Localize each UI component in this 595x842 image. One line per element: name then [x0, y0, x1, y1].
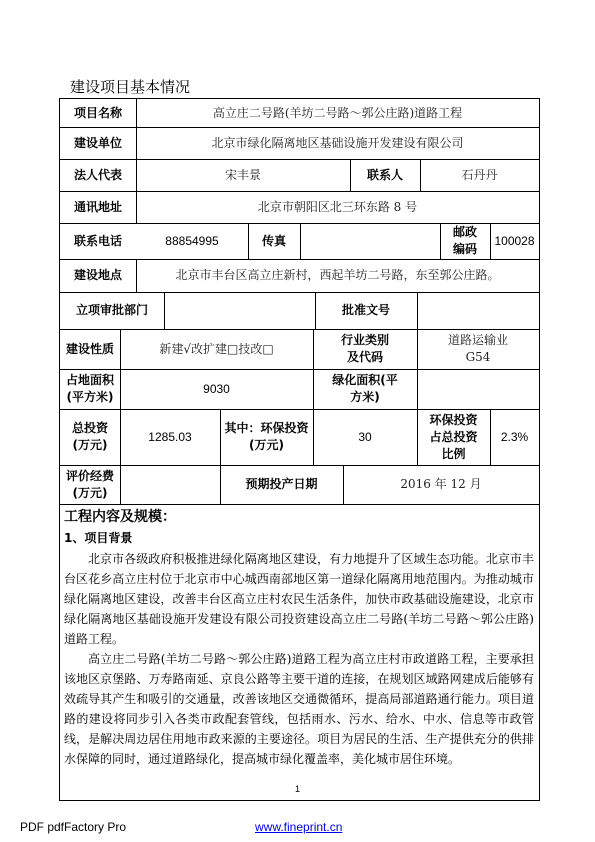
green-area-label: 绿化面积(平方米)	[332, 373, 398, 404]
env-invest-value: 30	[358, 429, 372, 444]
builder-label: 建设单位	[73, 135, 122, 150]
nature-value: 新建√改扩建□技改□	[159, 341, 274, 356]
env-ratio-label: 环保投资占总投资比例	[429, 412, 478, 461]
footer-link[interactable]: www.fineprint.cn	[255, 820, 343, 834]
zip-label: 邮政编码	[452, 225, 477, 256]
legal-rep-value: 宋丰景	[224, 167, 261, 182]
legal-rep-label: 法人代表	[73, 167, 122, 182]
eval-fee-value	[120, 465, 220, 504]
builder-value: 北京市绿化隔离地区基础设施开发建设有限公司	[211, 135, 464, 150]
section-title: 工程内容及规模：	[64, 509, 176, 525]
phone-label: 联系电话	[73, 233, 122, 248]
industry-label: 行业类别及代码	[340, 333, 389, 364]
footer-pdf-label: PDF pdfFactory Pro	[20, 820, 127, 834]
industry-value: 道路运输业 G54	[447, 333, 508, 364]
fax-value	[300, 223, 440, 259]
approval-doc-value	[417, 292, 539, 329]
area-label: 占地面积(平方米)	[65, 373, 114, 404]
address-label: 通讯地址	[73, 199, 122, 214]
approval-dept-value	[164, 292, 315, 329]
total-invest-value: 1285.03	[148, 429, 192, 444]
project-info-form	[59, 98, 540, 801]
total-invest-label: 总投资(万元)	[71, 421, 108, 452]
phone-value: 88854995	[165, 233, 219, 248]
address-value: 北京市朝阳区北三环东路 8 号	[257, 199, 418, 214]
production-date-value: 2016 年 12 月	[400, 477, 482, 491]
approval-doc-label: 批准文号	[341, 303, 390, 317]
project-name-label: 项目名称	[73, 105, 122, 120]
paragraph-2: 高立庄二号路(羊坊二号路～郭公庄路)道路工程为高立庄村市政道路工程，主要承担该地区京堡路、万寿路南延、京良公路等主要干道的连接，在规划区域路网建成后能够有效疏导其产生和吸引的交通量，改善该地区交通微循环，提高局部道路通行能力。项目道路的建设将同步引入各类市政配套管线，包括雨水、污水、给水、中水、信息等市政管线，是解决周边居住用地市政来源的主要途径。项目为居民的生活、生产提供充分的供排水保障的同时，通过道路绿化，提高城市绿化覆盖率，美化城市居住环境。	[64, 652, 534, 766]
location-value: 北京市丰台区高立庄新村，西起羊坊二号路，东至郭公庄路。	[175, 268, 500, 282]
contact-label: 联系人	[366, 167, 403, 182]
zip-value: 100028	[494, 233, 535, 248]
production-date-label: 预期投产日期	[245, 477, 318, 491]
page-number: 1	[294, 784, 300, 794]
contact-value: 石丹丹	[461, 167, 498, 182]
sub-title: 1、项目背景	[64, 531, 133, 545]
location-label: 建设地点	[73, 268, 122, 282]
env-invest-label: 其中：环保投资(万元)	[224, 421, 309, 452]
paragraph-1: 北京市各级政府积极推进绿化隔离地区建设，有力地提升了区域生态功能。北京市丰台区花乡高立庄村位于北京市中心城西南部地区第一道绿化隔离用地范围内。为推动城市绿化隔离地区建设，改善丰台区高立庄村农民生活条件，加快市政基础设施建设，北京市绿化隔离地区基础设施开发建设有限公司投资建设高立庄二号路(羊坊二号路～郭公庄路)道路工程。	[64, 552, 534, 646]
eval-fee-label: 评价经费(万元)	[66, 468, 115, 500]
page-title: 建设项目基本情况	[70, 78, 191, 96]
area-value: 9030	[203, 381, 230, 396]
nature-label: 建设性质	[65, 341, 114, 356]
approval-dept-label: 立项审批部门	[75, 303, 148, 317]
project-name-value: 高立庄二号路(羊坊二号路～郭公庄路)道路工程	[212, 105, 463, 120]
env-ratio-value: 2.3%	[500, 429, 529, 444]
green-area-value	[417, 369, 539, 409]
fax-label: 传真	[261, 233, 286, 248]
